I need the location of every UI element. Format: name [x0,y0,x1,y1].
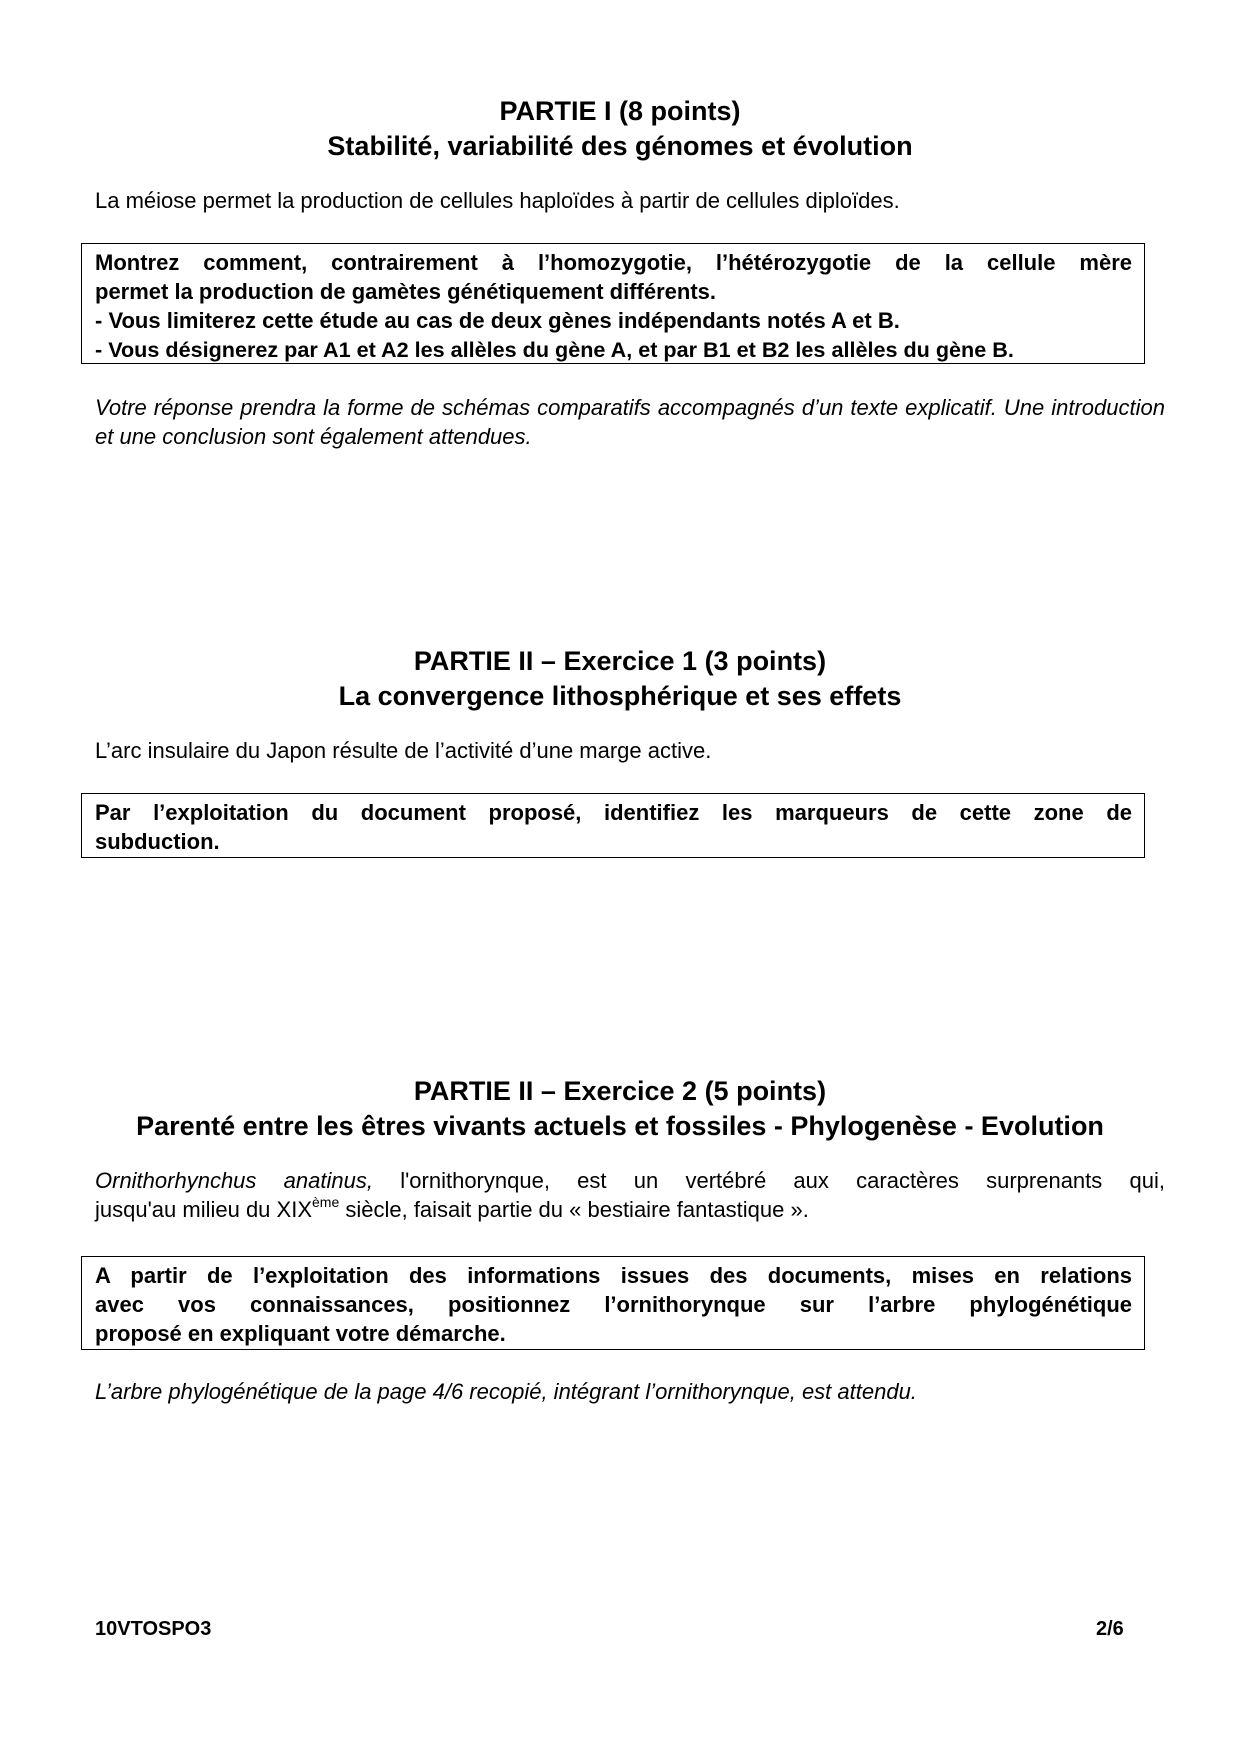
partie2-ex1-subtitle: La convergence lithosphérique et ses effets [338,681,902,711]
footer-page-number: 2/6 [1096,1618,1124,1640]
partie2-ex1-title: PARTIE II – Exercice 1 (3 points) [413,646,827,676]
intro-text: l'ornithorynque, est un vertébré aux caractères surprenants qui, [372,1168,1165,1193]
partie2-ex1-instruction-box [81,793,1145,858]
partie2-ex2-intro [95,1166,1165,1224]
intro-text: jusqu'au milieu du XIX [95,1197,312,1222]
partie2-ex2-intro-line1 [95,1166,1165,1195]
partie2-ex2-intro-line2 [95,1195,1165,1224]
partie2-ex2-box-line: proposé en expliquant votre démarche. [95,1321,506,1346]
partie2-ex1-heading [0,644,1240,714]
partie1-box-line: - Vous limiterez cette étude au cas de deux gènes indépendants notés A et B. [95,308,900,333]
partie1-box-line: permet la production de gamètes génétiquement différents. [95,279,716,304]
species-name: Ornithorhynchus anatinus, [95,1168,373,1193]
partie1-heading [0,94,1240,164]
partie1-intro: La méiose permet la production de cellules haploïdes à partir de cellules diploïdes. [95,188,900,213]
partie2-ex2-subtitle: Parenté entre les êtres vivants actuels et fossiles - Phylogenèse - Evolution [136,1111,1104,1141]
partie2-ex2-box-line: avec vos connaissances, positionnez l’ornithorynque sur l’arbre phylogénétique [95,1292,1132,1317]
partie1-title: PARTIE I (8 points) [499,96,741,126]
partie1-note: Votre réponse prendra la forme de schémas comparatifs accompagnés d’un texte explicatif. Une introduction et une conclusion sont également attendues. [95,395,1165,449]
partie2-ex2-box-line: A partir de l’exploitation des informations issues des documents, mises en relations [95,1263,1132,1288]
partie2-ex2-instruction-box [81,1256,1145,1350]
partie1-instruction-box [81,243,1145,364]
partie2-ex1-box-line: Par l’exploitation du document proposé, identifiez les marqueurs de cette zone de [95,800,1132,825]
partie2-ex2-title: PARTIE II – Exercice 2 (5 points) [413,1076,827,1106]
partie1-subtitle: Stabilité, variabilité des génomes et évolution [327,131,913,161]
partie2-ex1-box-line: subduction. [95,829,220,854]
partie1-box-line: Montrez comment, contrairement à l’homozygotie, l’hétérozygotie de la cellule mère [95,250,1132,275]
partie2-ex2-heading [0,1074,1240,1144]
superscript: ème [312,1193,340,1210]
footer-code: 10VTOSPO3 [95,1618,212,1640]
partie2-ex2-note: L’arbre phylogénétique de la page 4/6 recopié, intégrant l’ornithorynque, est attendu. [95,1379,917,1404]
partie1-box-line: - Vous désignerez par A1 et A2 les allèles du gène A, et par B1 et B2 les allèles du gène B. [95,337,1014,362]
partie2-ex1-intro: L’arc insulaire du Japon résulte de l’activité d’une marge active. [95,738,712,763]
intro-text: siècle, faisait partie du « bestiaire fantastique ». [339,1197,809,1222]
